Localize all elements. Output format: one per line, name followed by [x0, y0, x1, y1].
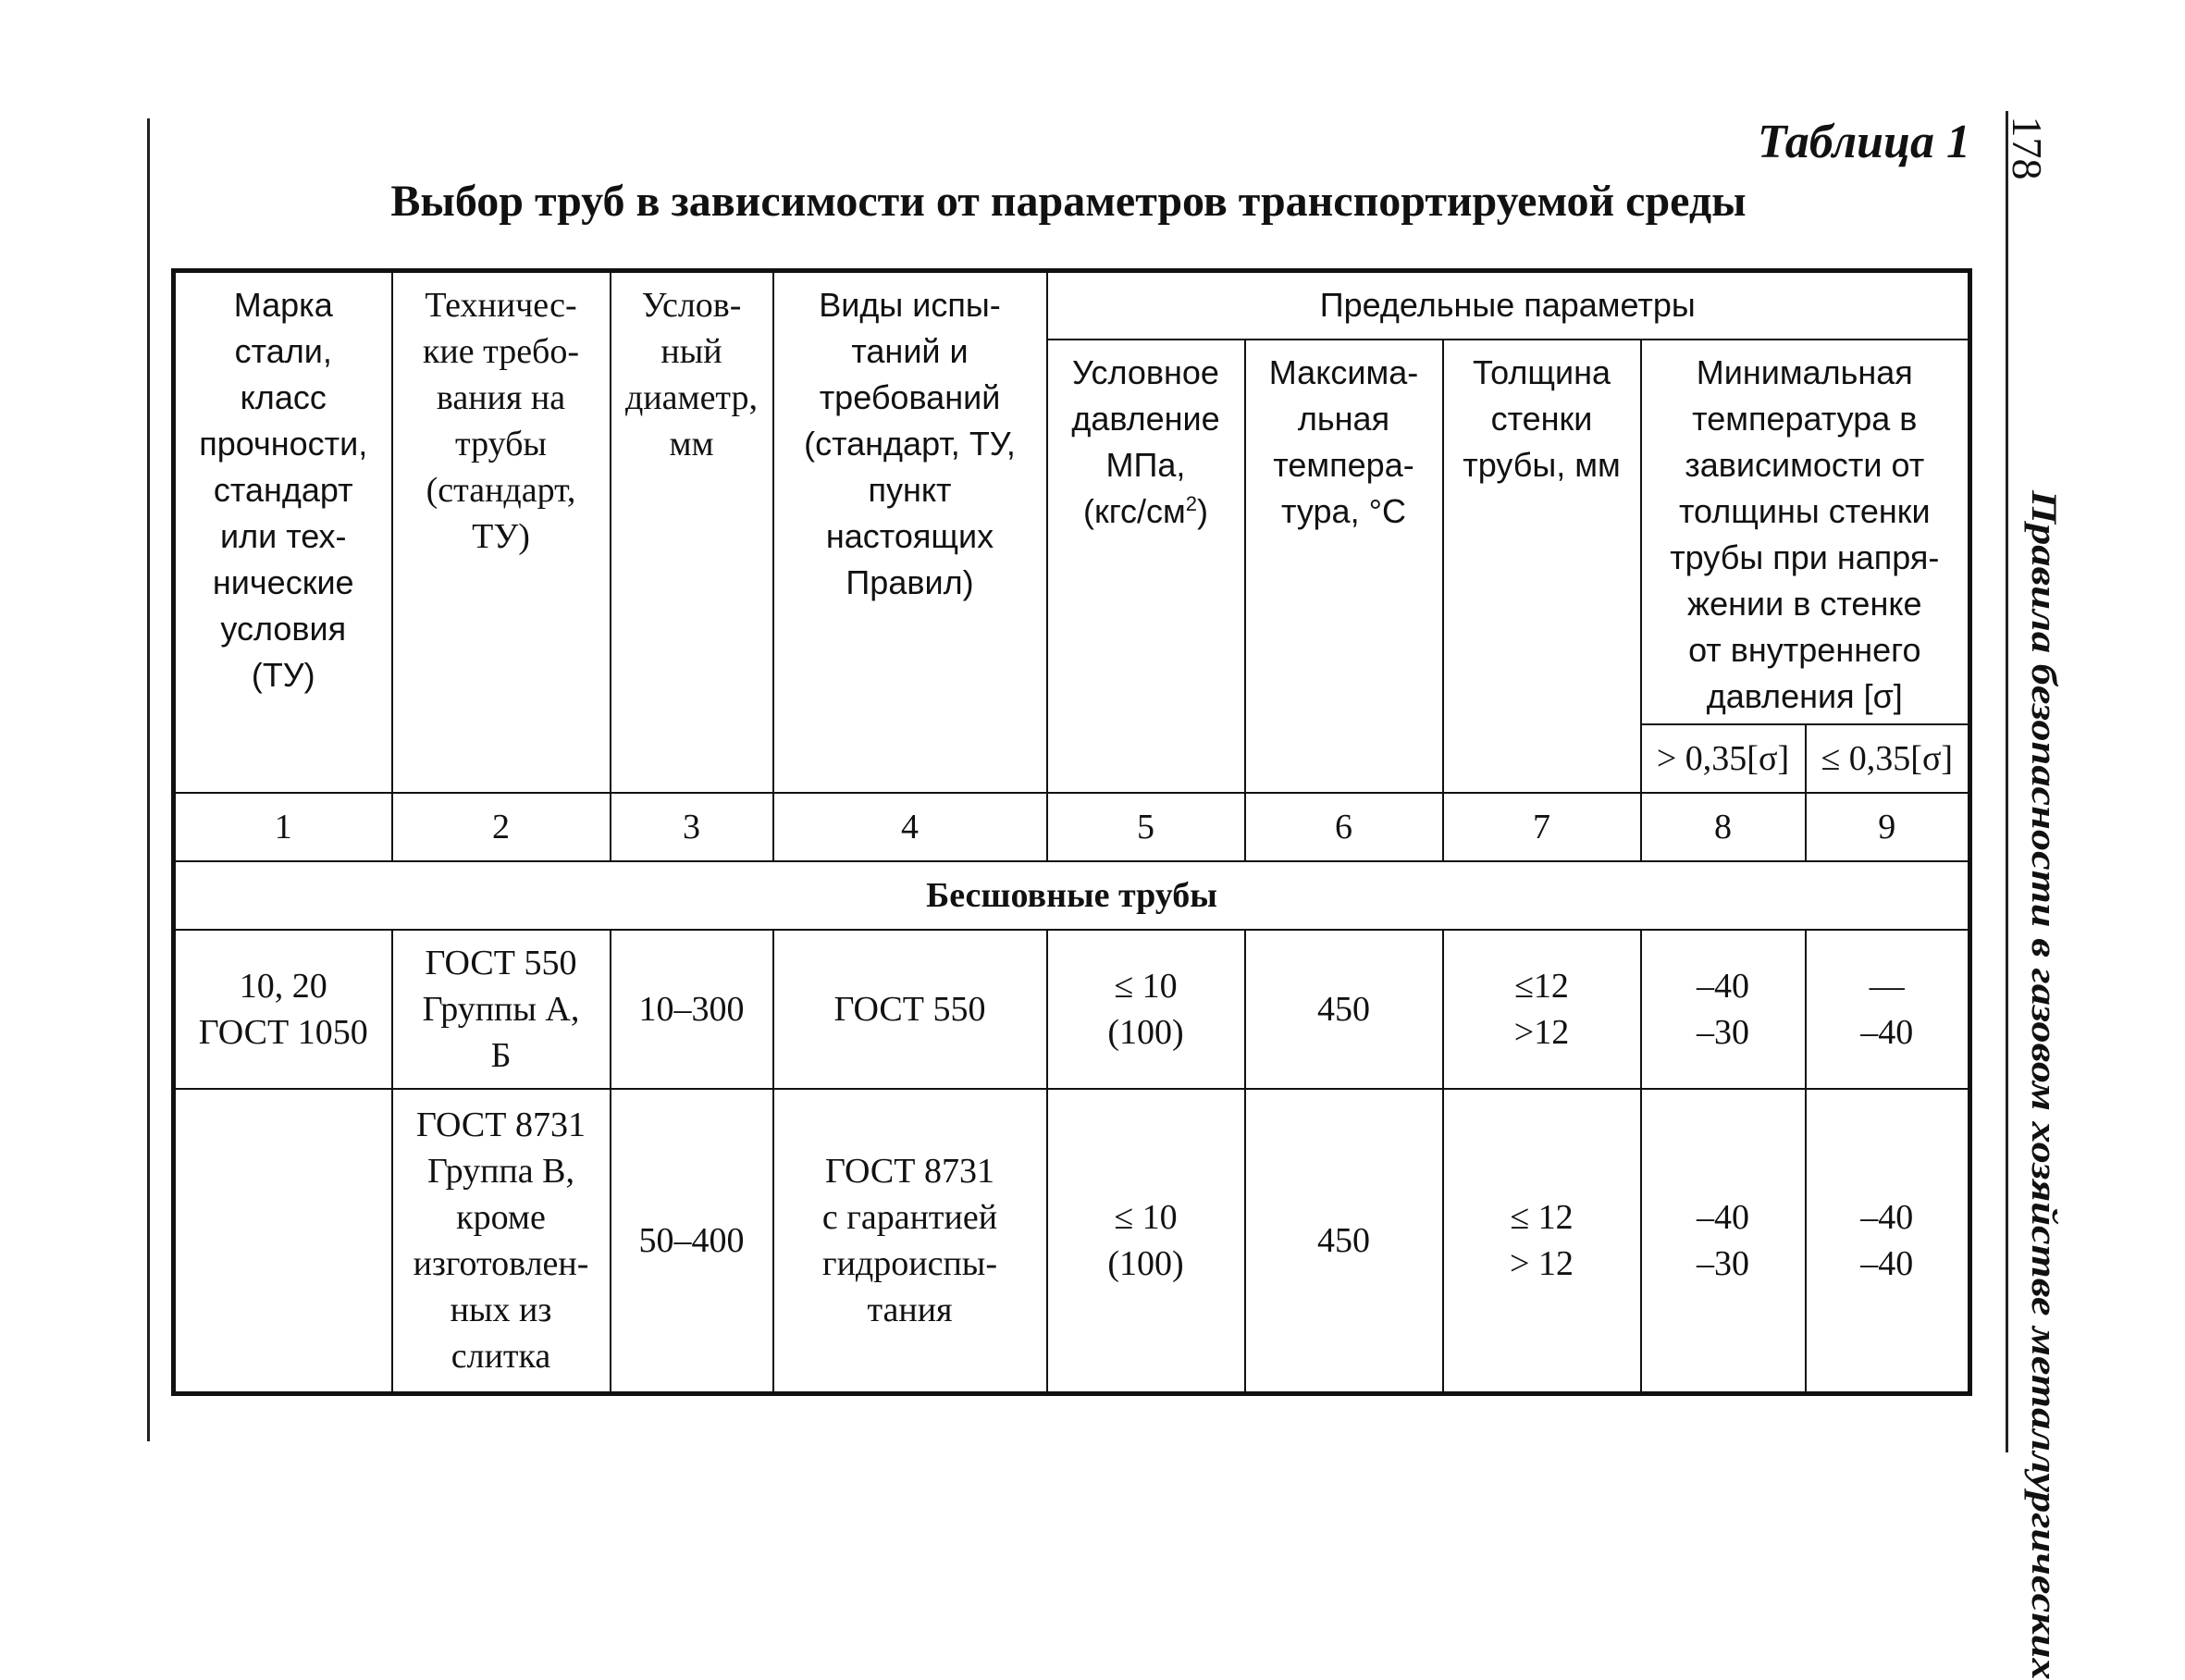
cell-diameter: 10–300: [611, 930, 773, 1089]
cell-test-types: ГОСТ 550: [773, 930, 1047, 1089]
pipe-selection-table: [171, 268, 1972, 1396]
cell-wall-thickness: ≤12 >12: [1443, 930, 1641, 1089]
right-margin-rule: [2006, 111, 2008, 1452]
cell-diameter: 50–400: [611, 1089, 773, 1394]
column-number: 9: [1806, 793, 1970, 861]
cell-steel-grade: 10, 20 ГОСТ 1050: [174, 930, 392, 1089]
table-row: [174, 1089, 1970, 1394]
header-stress-above: > 0,35[σ]: [1641, 724, 1806, 793]
section-title: Бесшовные трубы: [174, 861, 1970, 930]
header-min-temperature: Минимальная температура в зависимости от толщины стенки трубы при напря- жении в стенке от внутреннего давления [σ]: [1641, 340, 1970, 724]
page-number: 178: [2004, 116, 2052, 180]
header-max-temperature: Максима- льная темпера- тура, °С: [1245, 340, 1443, 793]
header-diameter: Услов- ный диаметр, мм: [611, 271, 773, 793]
left-margin-rule: [147, 118, 150, 1441]
cell-pressure: ≤ 10 (100): [1047, 1089, 1245, 1394]
cell-min-temp-above: –40 –30: [1641, 930, 1806, 1089]
table-row: [174, 930, 1970, 1089]
cell-min-temp-above: –40 –30: [1641, 1089, 1806, 1394]
cell-tech-requirements: ГОСТ 8731 Группа В, кроме изготовлен- ных из слитка: [392, 1089, 611, 1394]
running-title: Правила безопасности в газовом хозяйстве металлургических: [2024, 490, 2064, 1680]
header-pressure-text: Условное давление МПа, (кгс/см: [1071, 352, 1220, 530]
header-steel-grade: Марка стали, класс прочности, стандарт или тех- нические условия (ТУ): [174, 271, 392, 793]
column-number: 7: [1443, 793, 1641, 861]
header-pressure: [1047, 340, 1245, 793]
cell-test-types: ГОСТ 8731 с гарантией гидроиспы- тания: [773, 1089, 1047, 1394]
cell-pressure: ≤ 10 (100): [1047, 930, 1245, 1089]
header-wall-thickness: Толщина стенки трубы, мм: [1443, 340, 1641, 793]
table-label: Таблица 1: [1757, 116, 1970, 168]
header-limit-params: Предельные параметры: [1047, 271, 1970, 340]
cell-tech-requirements: ГОСТ 550 Группы А, Б: [392, 930, 611, 1089]
cell-min-temp-below: –40 –40: [1806, 1089, 1970, 1394]
header-tech-requirements: Техничес- кие требо- вания на трубы (стандарт, ТУ): [392, 271, 611, 793]
cell-steel-grade: [174, 1089, 392, 1394]
section-row: [174, 861, 1970, 930]
header-pressure-close: ): [1197, 491, 1209, 530]
header-row-1: [174, 271, 1970, 340]
cell-max-temperature: 450: [1245, 930, 1443, 1089]
cell-max-temperature: 450: [1245, 1089, 1443, 1394]
column-number-row: [174, 793, 1970, 861]
cell-min-temp-below: — –40: [1806, 930, 1970, 1089]
column-number: 5: [1047, 793, 1245, 861]
column-number: 6: [1245, 793, 1443, 861]
column-number: 4: [773, 793, 1047, 861]
column-number: 3: [611, 793, 773, 861]
cell-wall-thickness: ≤ 12 > 12: [1443, 1089, 1641, 1394]
column-number: 1: [174, 793, 392, 861]
header-test-types: Виды испы- таний и требований (стандарт, ТУ, пункт настоящих Правил): [773, 271, 1047, 793]
column-number: 8: [1641, 793, 1806, 861]
header-pressure-sup: 2: [1185, 491, 1198, 515]
column-number: 2: [392, 793, 611, 861]
header-stress-below: ≤ 0,35[σ]: [1806, 724, 1970, 793]
table-title: Выбор труб в зависимости от параметров транспортируемой среды: [390, 177, 1747, 226]
